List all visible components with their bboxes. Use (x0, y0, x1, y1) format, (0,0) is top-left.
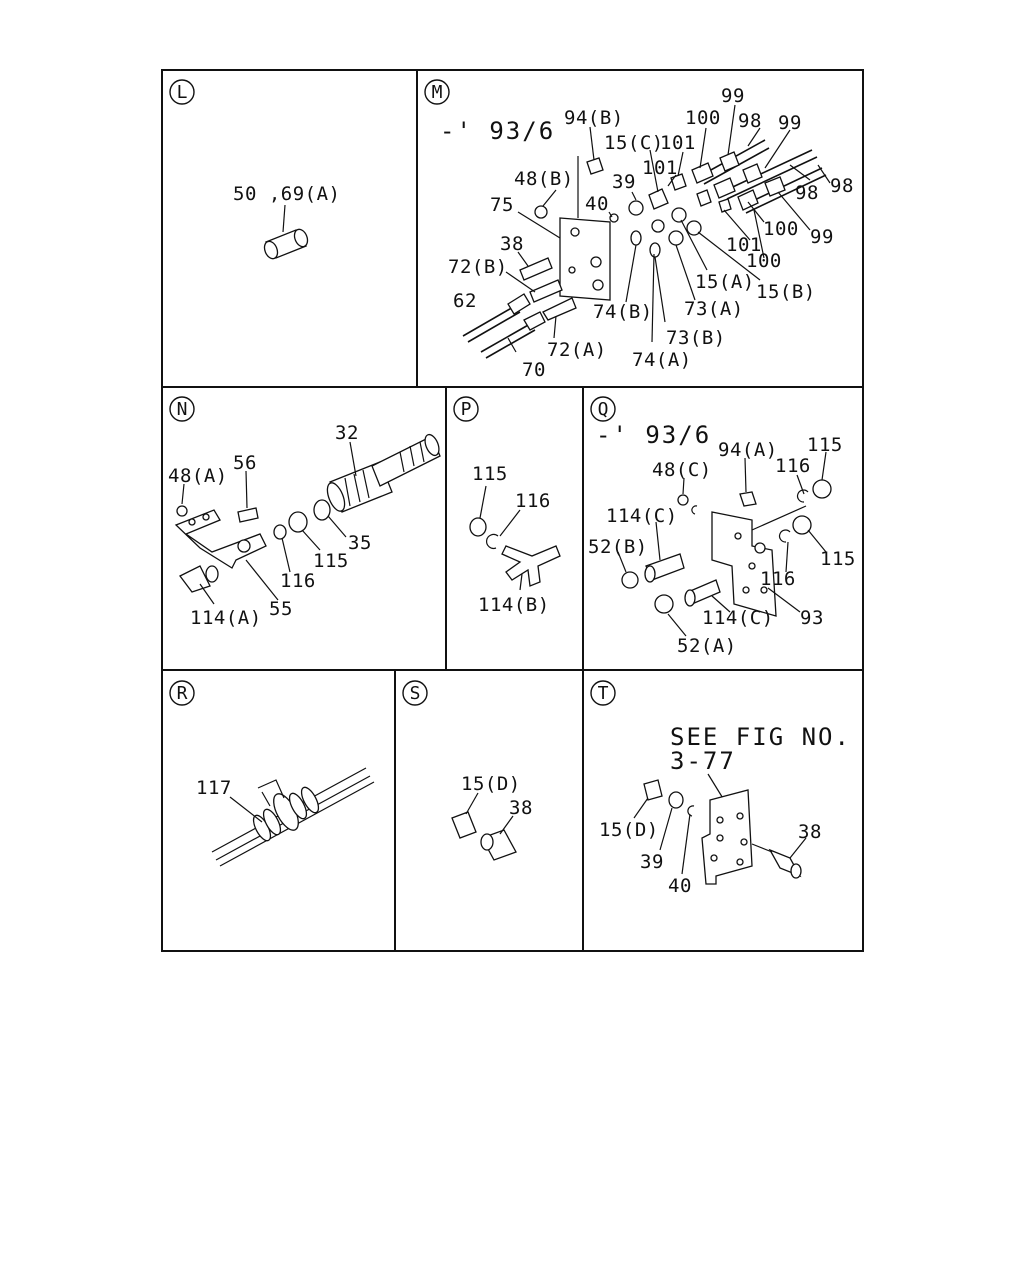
label-100: 100 (763, 218, 799, 240)
panel-p (454, 397, 560, 616)
label-117: 117 (196, 777, 232, 799)
panel-letter-n (170, 397, 194, 421)
label-35: 35 (348, 532, 372, 554)
label-101: 101 (642, 157, 678, 179)
see-fig-line1: SEE FIG NO. (670, 723, 851, 751)
label-98: 98 (738, 110, 762, 132)
svg-text:M: M (431, 82, 443, 103)
label-38: 38 (500, 233, 524, 255)
label-116: 116 (280, 570, 316, 592)
label-39: 39 (612, 171, 636, 193)
label-94a: 94(A) (718, 439, 778, 461)
label-73a: 73(A) (684, 298, 744, 320)
label-39: 39 (640, 851, 664, 873)
label-52b: 52(B) (588, 536, 648, 558)
label-38: 38 (509, 797, 533, 819)
label-100: 100 (746, 250, 782, 272)
panel-l (170, 80, 340, 261)
panel-t (591, 681, 851, 897)
svg-text:P: P (460, 399, 472, 420)
panel-letter-t (591, 681, 615, 705)
panel-r (170, 681, 374, 866)
hose-assembly-32 (324, 433, 442, 514)
label-114b: 114(B) (478, 594, 550, 616)
panel-letter-l (170, 80, 194, 104)
label-116: 116 (760, 568, 796, 590)
panel-letter-s (403, 681, 427, 705)
label-114c: 114(C) (702, 607, 774, 629)
label-40: 40 (668, 875, 692, 897)
label-100: 100 (685, 107, 721, 129)
svg-text:N: N (176, 399, 188, 420)
fittings-s (452, 812, 516, 860)
label-70: 70 (522, 359, 546, 381)
label-40: 40 (585, 193, 609, 215)
label-56: 56 (233, 452, 257, 474)
label-74a: 74(A) (632, 349, 692, 371)
label-15b: 15(B) (756, 281, 816, 303)
label-116: 116 (775, 455, 811, 477)
panel-m (425, 80, 854, 381)
label-114c: 114(C) (606, 505, 678, 527)
label-32: 32 (335, 422, 359, 444)
label-114a: 114(A) (190, 607, 262, 629)
label-74b: 74(B) (593, 301, 653, 323)
svg-text:S: S (409, 683, 421, 704)
label-115: 115 (820, 548, 856, 570)
grommet-117-assembly (212, 768, 374, 866)
label-101: 101 (726, 234, 762, 256)
label-99: 99 (810, 226, 834, 248)
label-99: 99 (778, 112, 802, 134)
label-50-69a: 50 ,69(A) (233, 183, 341, 205)
svg-text:L: L (176, 82, 188, 103)
spacer-sleeve-part (262, 227, 310, 260)
panel-letter-m (425, 80, 449, 104)
label-115: 115 (807, 434, 843, 456)
label-99: 99 (721, 85, 745, 107)
panel-letter-r (170, 681, 194, 705)
cross-fitting-114b (502, 546, 560, 586)
label-55: 55 (269, 598, 293, 620)
nut-and-clip-p (470, 518, 498, 548)
see-fig-line2: 3-77 (670, 747, 736, 775)
label-15a: 15(A) (695, 271, 755, 293)
label-101: 101 (660, 132, 696, 154)
date-note-q: -' 93/6 (596, 421, 712, 449)
label-15c: 15(C) (604, 132, 664, 154)
label-48a: 48(A) (168, 465, 228, 487)
date-note-m: -' 93/6 (440, 117, 556, 145)
label-48b: 48(B) (514, 168, 574, 190)
label-93: 93 (800, 607, 824, 629)
svg-text:Q: Q (597, 399, 609, 420)
svg-text:R: R (176, 683, 188, 704)
label-94b: 94(B) (564, 107, 624, 129)
bracket-plate-t (702, 790, 752, 884)
label-15d: 15(D) (461, 773, 521, 795)
label-98: 98 (795, 182, 819, 204)
label-75: 75 (490, 194, 514, 216)
label-38: 38 (798, 821, 822, 843)
label-116: 116 (515, 490, 551, 512)
label-72b: 72(B) (448, 256, 508, 278)
label-73b: 73(B) (666, 327, 726, 349)
panel-n (168, 397, 442, 629)
label-72a: 72(A) (547, 339, 607, 361)
label-15d: 15(D) (599, 819, 659, 841)
panel-s (403, 681, 533, 860)
panel-letter-p (454, 397, 478, 421)
label-52a: 52(A) (677, 635, 737, 657)
svg-text:T: T (597, 683, 609, 704)
label-98: 98 (830, 175, 854, 197)
label-115: 115 (313, 550, 349, 572)
panel-letter-q (591, 397, 615, 421)
label-48c: 48(C) (652, 459, 712, 481)
bracket-plate-93 (712, 506, 806, 616)
label-62: 62 (453, 290, 477, 312)
label-115: 115 (472, 463, 508, 485)
panel-q (588, 397, 856, 657)
